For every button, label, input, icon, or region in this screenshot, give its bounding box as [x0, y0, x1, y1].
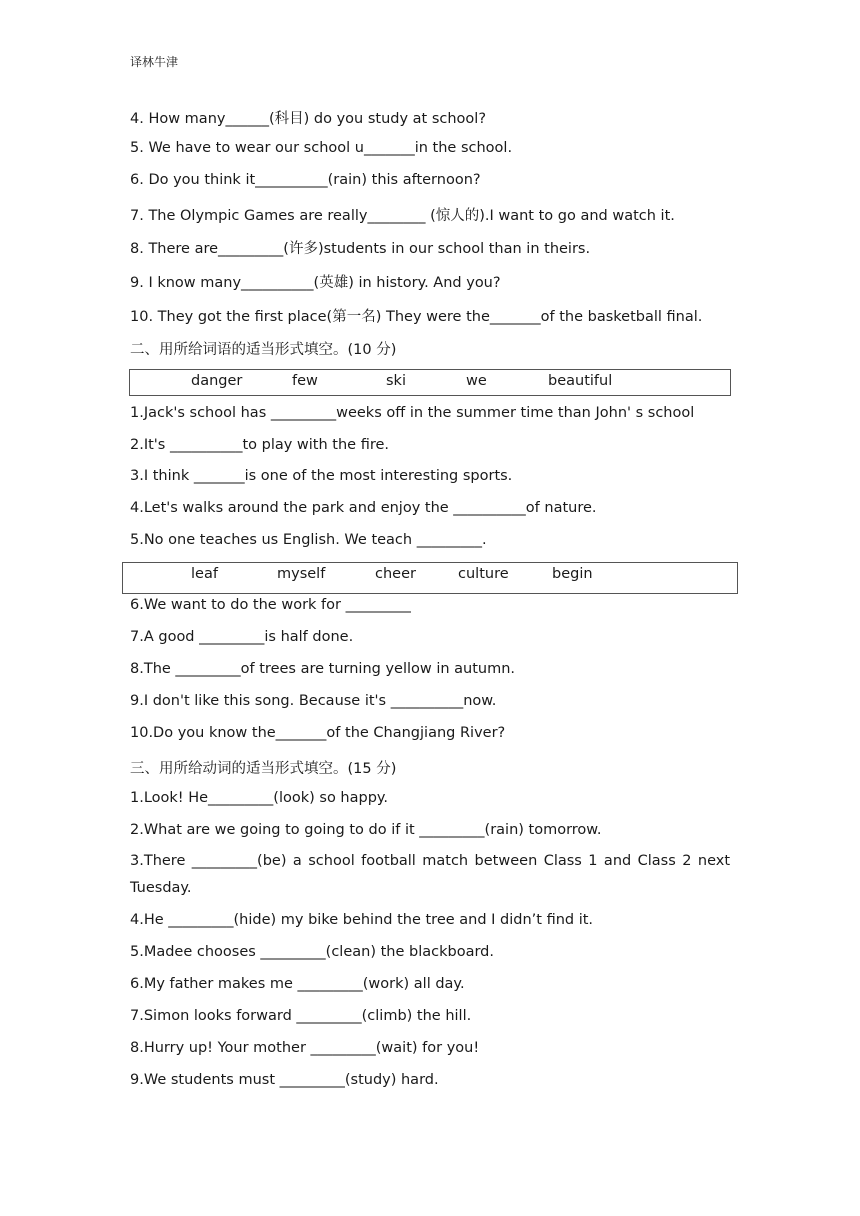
question-item: 6. Do you think it__________(rain) this afternoon? [130, 172, 481, 188]
question-item: 4. How many______(科目) do you study at school? [130, 111, 487, 127]
question-item: 7. The Olympic Games are really________ (惊人的).I want to go and watch it. [130, 208, 675, 224]
question-item: 10.Do you know the_______of the Changjiang River? [130, 725, 506, 741]
question-item: 2.What are we going to going to do if it _________(rain) tomorrow. [130, 822, 602, 838]
question-item: 4.Let's walks around the park and enjoy the __________of nature. [130, 500, 597, 516]
question-item: 8.The _________of trees are turning yellow in autumn. [130, 661, 516, 677]
question-item: 7.Simon looks forward _________(climb) the hill. [130, 1008, 472, 1024]
word-bank-item: leaf [191, 566, 218, 582]
word-bank-item: begin [552, 566, 593, 582]
word-bank-item: danger [191, 373, 243, 389]
question-item: 3.I think _______is one of the most interesting sports. [130, 468, 513, 484]
word-bank-item: we [466, 373, 487, 389]
question-item: 1.Jack's school has _________weeks off in the summer time than John' s school [130, 405, 695, 421]
question-item: 5. We have to wear our school u_______in the school. [130, 140, 513, 156]
word-bank-item: few [292, 373, 318, 389]
word-bank-item: cheer [375, 566, 416, 582]
question-item: 3.There _________(be) a school football match between Class 1 and Class 2 next Tuesday. [130, 853, 730, 896]
question-item: 10. They got the first place(第一名) They were the_______of the basketball final. [130, 309, 703, 325]
word-bank-item: culture [458, 566, 509, 582]
question-item: 9.We students must _________(study) hard. [130, 1072, 439, 1088]
question-item: 7.A good _________is half done. [130, 629, 354, 645]
section-title: 三、用所给动词的适当形式填空。(15 分) [130, 761, 397, 777]
question-item: 6.We want to do the work for _________ [130, 597, 411, 613]
question-item: 8.Hurry up! Your mother _________(wait) for you! [130, 1040, 480, 1056]
word-bank-box [129, 369, 731, 396]
question-item: 6.My father makes me _________(work) all day. [130, 976, 465, 992]
question-item: 9. I know many__________(英雄) in history. And you? [130, 275, 501, 291]
question-item: 5.Madee chooses _________(clean) the blackboard. [130, 944, 494, 960]
question-item: 4.He _________(hide) my bike behind the tree and I didn’t find it. [130, 912, 594, 928]
word-bank-item: ski [386, 373, 406, 389]
section-title: 二、用所给词语的适当形式填空。(10 分) [130, 342, 397, 358]
question-item: 8. There are_________(许多)students in our school than in theirs. [130, 241, 591, 257]
word-bank-box [122, 562, 738, 594]
question-item: 1.Look! He_________(look) so happy. [130, 790, 389, 806]
word-bank-item: myself [277, 566, 326, 582]
question-item: 9.I don't like this song. Because it's __________now. [130, 693, 497, 709]
page-header: 译林牛津 [130, 55, 179, 69]
word-bank-item: beautiful [548, 373, 613, 389]
question-item: 5.No one teaches us English. We teach _________. [130, 532, 487, 548]
question-item: 2.It's __________to play with the fire. [130, 437, 390, 453]
